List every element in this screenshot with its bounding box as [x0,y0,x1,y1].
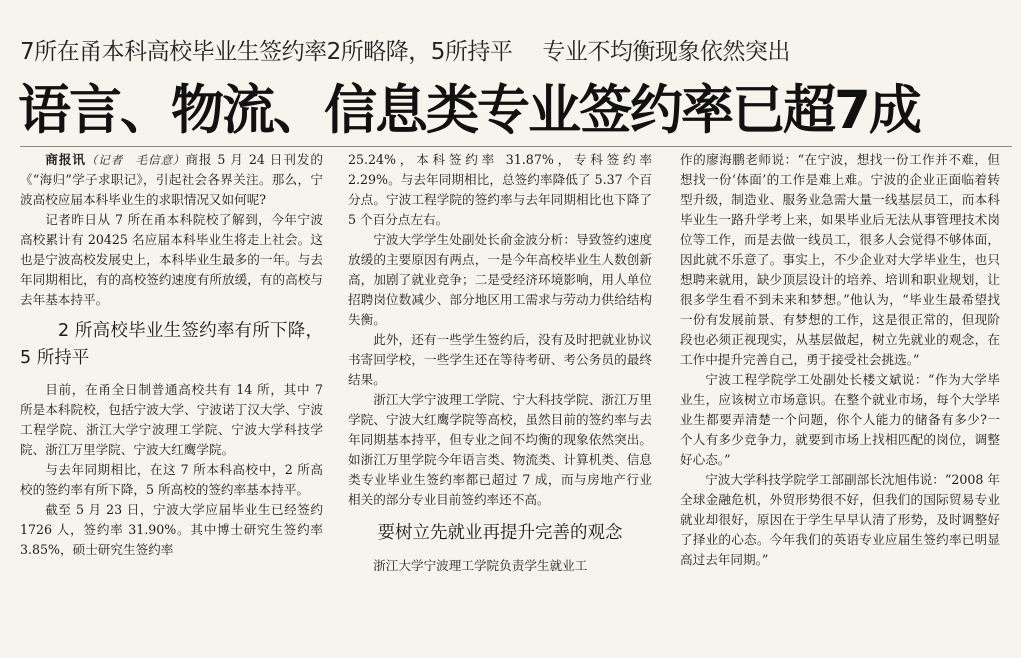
section-heading-1-text: 2 所高校毕业生签约率有所下降，5 所持平 [20,321,323,368]
kicker-part-2: 专业不均衡现象依然突出 [542,39,790,65]
paragraph: 宁波大学学生处副处长俞金波分析：导致签约速度放缓的主要原因有两点，一是今年高校毕业生人数创新高，加剧了就业竞争；二是受经济环境影响，用人单位招聘岗位数减少、部分地区用工需求与劳动力供给结构失衡。 [348,232,652,327]
paragraph: 宁波大学科技学院学工部副部长沈旭伟说：“2008 年全球金融危机，外贸形势很不好，但我们的国际贸易专业就业却很好，原因在于学生早早认清了形势，及时调整好了择业的心态。今年我们的英语专业应届生签约率已明显高过去年同期。” [680,472,1000,567]
lead-paragraph [20,150,323,210]
article-column-3 [680,150,1000,655]
byline-tag: 商报讯 [45,152,86,167]
paragraph: 浙江大学宁波理工学院、宁大科技学院、浙江万里学院、宁波大红鹰学院等高校，虽然目前的签约率与去年同期基本持平，但专业之间不均衡的现象依然突出。如浙江万里学院今年语言类、物流类、计算机类、信息类专业毕业生签约率都已超过 7 成，而与房地产行业相关的部分专业目前签约率还不高。 [348,392,652,507]
headline: 语言、物流、信息类专业签约率已超7成 [18,80,920,141]
header-rule [20,146,1012,147]
kicker-subtitle [20,36,1010,68]
paragraph: 此外，还有一些学生签约后，没有及时把就业协议书寄回学校，一些学生还在等待考研、考公务员的最终结果。 [348,332,652,387]
paragraph: 作的廖海鹏老师说：“在宁波，想找一份工作并不难，但想找一份‘体面’的工作是难上难。宁波的企业正面临着转型升级，制造业、服务业急需大量一线基层员工，而本科毕业生一路升学考上来，如果毕业后无法从事管理技术岗位等工作，而是去做一线员工，很多人会觉得不够体面，因此就不乐意了。事实上，不少企业对大学毕业生，也只想聘来就用，缺少顶层设计的培养、培训和职业规划，让很多学生看不到未来和梦想。”他认为，“毕业生最希望找一份有发展前景、有梦想的工作，这是很正常的，但现阶段也必须正视现实，从基层做起，树立先就业的观念，在工作中提升完善自己，勇于接受社会挑选。” [680,152,1000,367]
paragraph: 目前，在甬全日制普通高校共有 14 所，其中 7 所是本科院校，包括宁波大学、宁波诺丁汉大学、宁波工程学院、浙江大学宁波理工学院、宁波大学科技学院、浙江万里学院、宁波大红鹰学院。 [20,382,323,457]
kicker-part-1: 7所在甬本科高校毕业生签约率2所略降，5所持平 [20,39,513,65]
lead-text: 商报 5 月 24 日刊发的《“海归”学子求职记》，引起社会各界关注。那么，宁波高校应届本科毕业生的求职情况又如何呢? [20,152,323,207]
article-column-1 [20,150,323,655]
section-heading-2: 要树立先就业再提升完善的观念 [377,523,623,543]
article-column-2 [348,150,652,655]
paragraph: 与去年同期相比，在这 7 所本科高校中，2 所高校的签约率有所下降，5 所高校的签约率基本持平。 [20,462,323,497]
byline-reporter: （记者 毛信意） [85,153,186,167]
paragraph: 记者昨日从 7 所在甬本科院校了解到，今年宁波高校累计有 20425 名应届本科毕业生将走上社会。这也是宁波高校发展史上，本科毕业生最多的一年。与去年同期相比，有的高校签约速度有所放缓，有的高校与去年基本持平。 [20,212,323,307]
paragraph: 截至 5 月 23 日，宁波大学应届毕业生已经签约 1726 人，签约率 31.90%。其中博士研究生签约率 3.85%，硕士研究生签约率 [20,502,323,557]
paragraph: 宁波工程学院学工处副处长楼文斌说：“作为大学毕业生，应该树立市场意识。在整个就业市场，每个大学毕业生都要弄清楚一个问题，你个人能力的储备有多少?一个人有多少竞争力，就要到市场上找相匹配的岗位，调整好心态。” [680,372,1000,467]
section-heading-1 [20,318,323,372]
paragraph: 浙江大学宁波理工学院负责学生就业工 [373,558,588,573]
paragraph: 25.24%，本科签约率 31.87%，专科签约率 2.29%。与去年同期相比，总签约率降低了 5.37 个百分点。宁波工程学院的签约率与去年同期相比也下降了 5 个百分点左右。 [348,152,652,227]
